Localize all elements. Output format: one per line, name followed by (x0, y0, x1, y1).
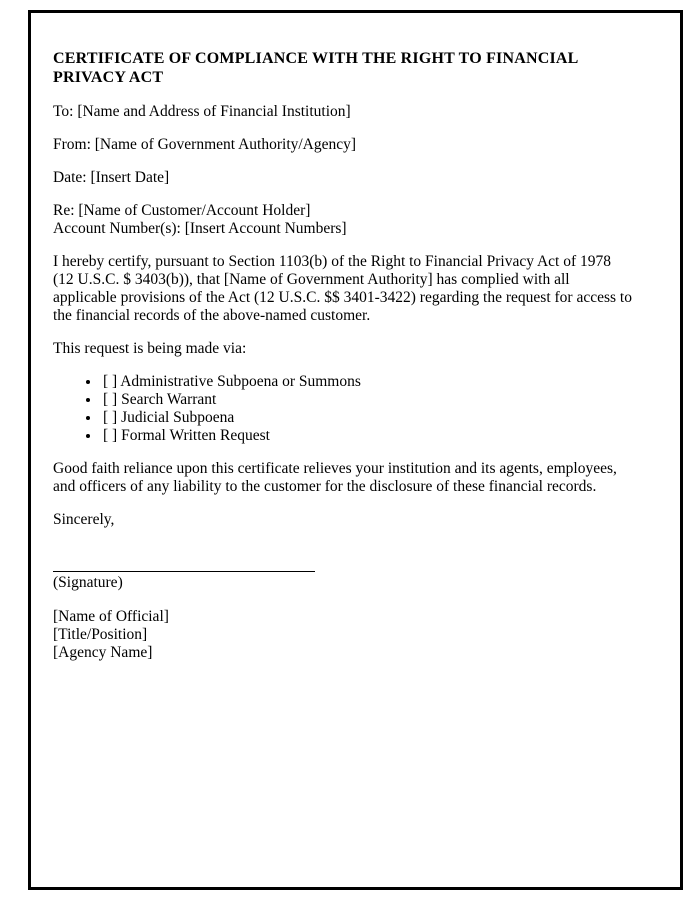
to-line: To: [Name and Address of Financial Institution] (53, 103, 351, 120)
re-line: Re: [Name of Customer/Account Holder] (53, 202, 311, 219)
request-option-judicial-subpoena: • [ ] Judicial Subpoena (101, 409, 632, 427)
request-option-formal-written-request: • [ ] Formal Written Request (101, 427, 632, 445)
account-line: Account Number(s): [Insert Account Numbers] (53, 220, 347, 237)
letter-container (28, 10, 683, 890)
request-method-intro: This request is being made via: (53, 340, 247, 357)
agency-name-line: [Agency Name] (53, 644, 153, 661)
request-option-administrative-subpoena: • [ ] Administrative Subpoena or Summons (101, 373, 632, 391)
good-faith-paragraph: Good faith reliance upon this certificate relieves your institution and its agents, employees, and officers of any liability to the customer for the disclosure of these financial records. (53, 460, 617, 495)
re-block (53, 202, 632, 238)
official-name-line: [Name of Official] (53, 608, 169, 625)
letter-title: CERTIFICATE OF COMPLIANCE WITH THE RIGHT TO FINANCIAL PRIVACY ACT (53, 50, 578, 86)
certification-paragraph: I hereby certify, pursuant to Section 1103(b) of the Right to Financial Privacy Act of 1978 (12 U.S.C. $ 3403(b)), that [Name of Government Authority] has complied with all applicable provisions of the Act (12 U.S.C. $$ 3401-3422) regarding the request for access to the financial records of the above-named customer. (53, 253, 632, 324)
signature-line (53, 571, 315, 572)
title-position-line: [Title/Position] (53, 626, 148, 643)
request-option-search-warrant: • [ ] Search Warrant (101, 391, 632, 409)
date-line: Date: [Insert Date] (53, 169, 170, 186)
closing-line: Sincerely, (53, 511, 115, 528)
signer-block (53, 608, 632, 662)
request-method-list (53, 373, 632, 445)
from-line: From: [Name of Government Authority/Agency] (53, 136, 357, 153)
signature-label: (Signature) (53, 574, 123, 591)
